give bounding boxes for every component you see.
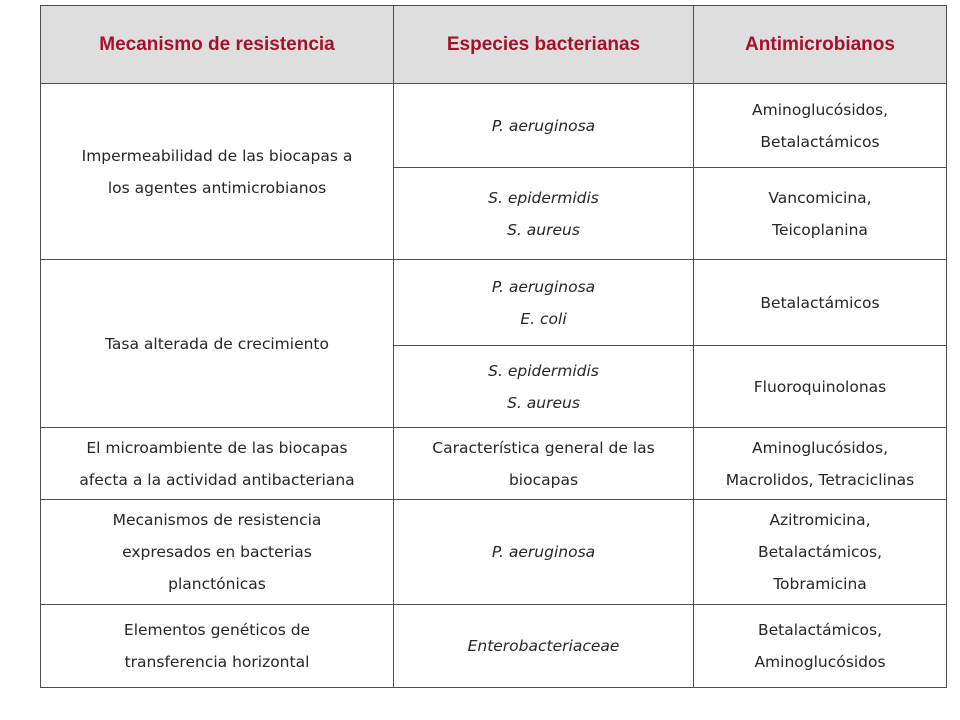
cell-text: transferencia horizontal: [124, 653, 310, 671]
cell-text: expresados en bacterias: [122, 543, 312, 561]
mechanism-cell: [41, 500, 394, 605]
cell-text: El microambiente de las biocapas: [86, 438, 348, 457]
cell-text: biocapas: [508, 470, 579, 489]
mechanism-cell: [41, 84, 394, 260]
table-row: [41, 428, 947, 500]
cell-text: los agentes antimicrobianos: [107, 178, 327, 197]
mechanism-cell: [41, 605, 394, 688]
antimicrobials-cell: [694, 605, 947, 688]
cell-text: Aminoglucósidos,: [752, 438, 888, 457]
cell-text: S. epidermidis: [488, 361, 599, 380]
cell-text: P. aeruginosa: [491, 277, 596, 296]
cell-text: Fluoroquinolonas: [753, 377, 887, 396]
cell-text: E. coli: [520, 309, 567, 328]
cell-text: Tasa alterada de crecimiento: [104, 334, 329, 353]
cell-text: Mecanismos de resistencia: [112, 511, 322, 529]
cell-text: Betalactámicos,: [757, 621, 883, 639]
species-cell: [394, 346, 694, 428]
table-row: [41, 605, 947, 688]
cell-text: Aminoglucósidos,: [752, 100, 888, 119]
antimicrobials-cell: [694, 84, 947, 168]
cell-text: Impermeabilidad de las biocapas a: [81, 146, 353, 165]
mechanism-cell: [41, 428, 394, 500]
table-row: [41, 260, 947, 346]
cell-text: Betalactámicos: [760, 293, 880, 312]
species-cell: [394, 428, 694, 500]
cell-text: S. aureus: [507, 220, 580, 239]
header-row: [41, 6, 947, 84]
species-cell: [394, 260, 694, 346]
cell-text: Azitromicina,: [769, 511, 871, 529]
antimicrobials-cell: [694, 346, 947, 428]
cell-text: Teicoplanina: [772, 220, 868, 239]
antimicrobials-cell: [694, 428, 947, 500]
cell-text: Macrolidos, Tetraciclinas: [725, 470, 915, 489]
header-species: Especies bacterianas: [394, 6, 694, 84]
antimicrobials-cell: [694, 260, 947, 346]
cell-text: Vancomicina,: [768, 188, 872, 207]
cell-text: Betalactámicos,: [757, 543, 883, 561]
cell-text: P. aeruginosa: [491, 116, 596, 135]
table-row: [41, 84, 947, 168]
cell-text: Elementos genéticos de: [123, 621, 311, 639]
cell-text: P. aeruginosa: [491, 543, 596, 561]
cell-text: Aminoglucósidos: [754, 653, 886, 671]
antimicrobials-cell: [694, 500, 947, 605]
cell-text: S. aureus: [507, 393, 580, 412]
cell-text: afecta a la actividad antibacteriana: [79, 470, 355, 489]
species-cell: [394, 500, 694, 605]
mechanism-cell: [41, 260, 394, 428]
cell-text: Tobramicina: [773, 575, 867, 593]
resistance-table: [40, 5, 947, 688]
header-antimicrobials: Antimicrobianos: [694, 6, 947, 84]
species-cell: [394, 84, 694, 168]
header-mechanism: Mecanismo de resistencia: [41, 6, 394, 84]
cell-text: S. epidermidis: [488, 188, 599, 207]
cell-text: Característica general de las: [432, 438, 655, 457]
antimicrobials-cell: [694, 168, 947, 260]
cell-text: Betalactámicos: [760, 132, 880, 151]
species-cell: [394, 605, 694, 688]
cell-text: Enterobacteriaceae: [467, 637, 620, 655]
cell-text: planctónicas: [168, 575, 266, 593]
species-cell: [394, 168, 694, 260]
table-row: [41, 500, 947, 605]
